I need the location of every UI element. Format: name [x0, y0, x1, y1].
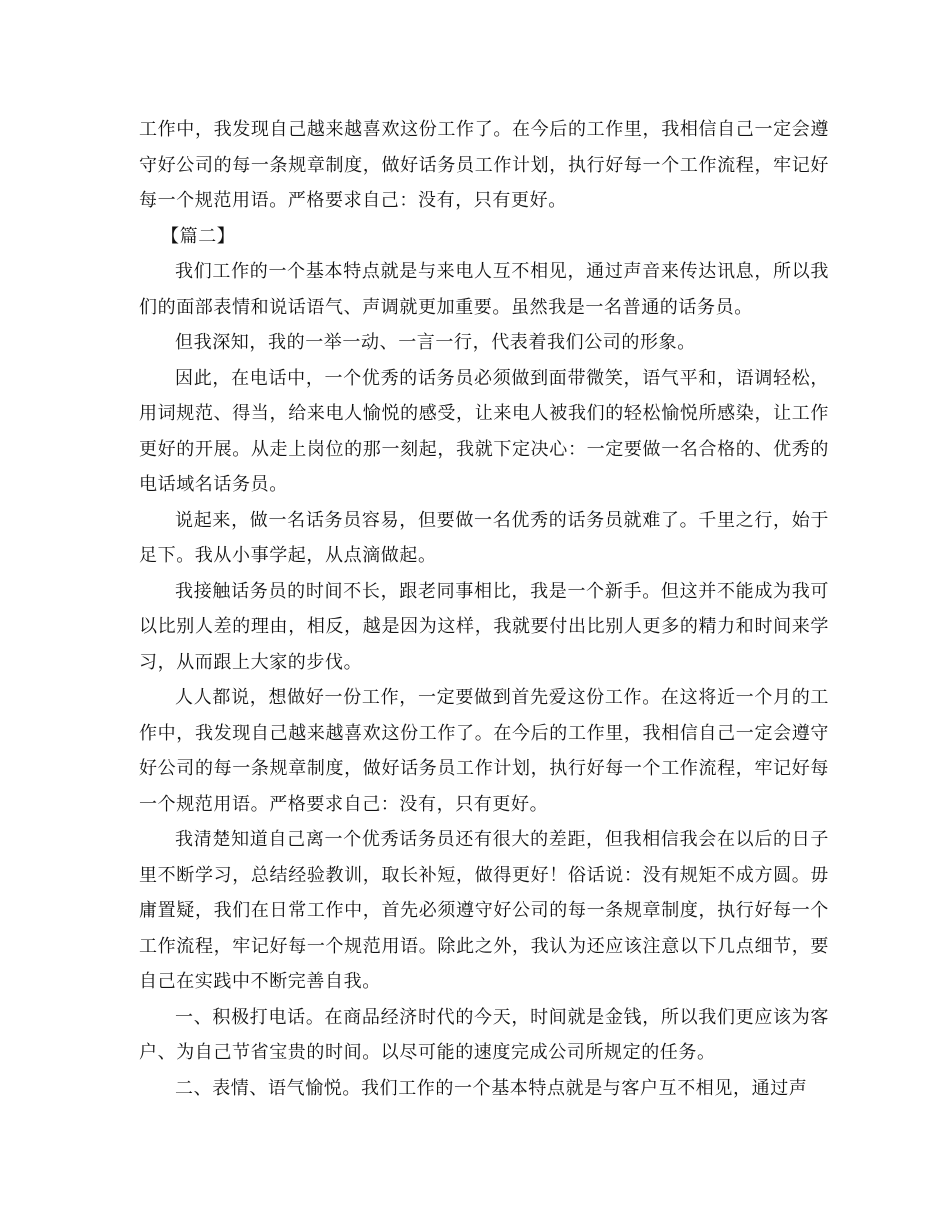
paragraph-9: 一、积极打电话。在商品经济时代的今天，时间就是金钱，所以我们更应该为客户、为自己节省宝贵的时间。以尽可能的速度完成公司所规定的任务。	[139, 1006, 829, 1063]
document-body	[139, 112, 829, 1106]
paragraph-10: 二、表情、语气愉悦。我们工作的一个基本特点就是与客户互不相见，通过声	[175, 1077, 808, 1099]
paragraph-6: 我接触话务员的时间不长，跟老同事相比，我是一个新手。但这并不能成为我可以比别人差的理由，相反，越是因为这样，我就要付出比别人更多的精力和时间来学习，从而跟上大家的步伐。	[139, 580, 829, 673]
paragraph-2: 我们工作的一个基本特点就是与来电人互不相见，通过声音来传达讯息，所以我们的面部表情和说话语气、声调就更加重要。虽然我是一名普通的话务员。	[139, 261, 829, 318]
paragraph-5: 说起来，做一名话务员容易，但要做一名优秀的话务员就难了。千里之行，始于足下。我从小事学起，从点滴做起。	[139, 509, 829, 566]
paragraph-7: 人人都说，想做好一份工作，一定要做到首先爱这份工作。在这将近一个月的工作中，我发现自己越来越喜欢这份工作了。在今后的工作里，我相信自己一定会遵守好公司的每一条规章制度，做好话务员工作计划，执行好每一个工作流程，牢记好每一个规范用语。严格要求自己：没有，只有更好。	[139, 687, 829, 815]
paragraph-4: 因此，在电话中，一个优秀的话务员必须做到面带微笑，语气平和，语调轻松，用词规范、得当，给来电人愉悦的感受，让来电人被我们的轻松愉悦所感染，让工作更好的开展。从走上岗位的那一刻起，我就下定决心：一定要做一名合格的、优秀的电话域名话务员。	[139, 367, 829, 495]
paragraph-1: 工作中，我发现自己越来越喜欢这份工作了。在今后的工作里，我相信自己一定会遵守好公司的每一条规章制度，做好话务员工作计划，执行好每一个工作流程，牢记好每一个规范用语。严格要求自己：没有，只有更好。	[139, 119, 829, 211]
paragraph-8: 我清楚知道自己离一个优秀话务员还有很大的差距，但我相信我会在以后的日子里不断学习，总结经验教训，取长补短，做得更好！俗话说：没有规矩不成方圆。毋庸置疑，我们在日常工作中，首先必须遵守好公司的每一条规章制度，执行好每一个工作流程，牢记好每一个规范用语。除此之外，我认为还应该注意以下几点细节，要自己在实践中不断完善自我。	[139, 829, 829, 992]
paragraph-3: 但我深知，我的一举一动、一言一行，代表着我们公司的形象。	[175, 332, 696, 353]
section-heading: 【篇二】	[161, 225, 236, 247]
